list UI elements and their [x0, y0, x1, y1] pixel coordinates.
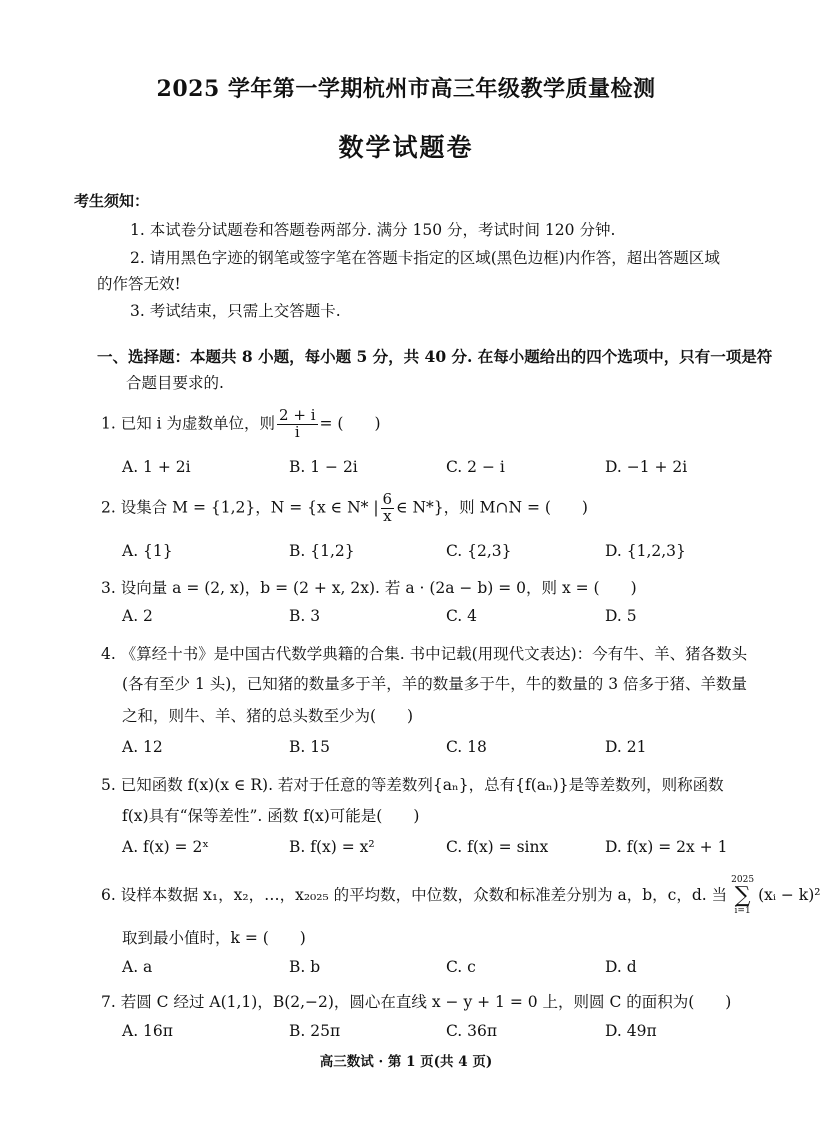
fraction-numerator: 2 + i	[279, 406, 316, 424]
question-text: 设集合 M = {1,2}，N = {x ∈ N* |	[120, 498, 379, 517]
fraction-numerator: 6	[382, 490, 393, 508]
q6-option-d: D. d	[605, 958, 637, 976]
question-text: 已知函数 f(x)(x ∈ R). 若对于任意的等差数列{aₙ}，总有{f(aₙ)}是等差数列，则称函数	[120, 776, 724, 794]
notice-item-3: 3. 考试结束，只需上交答题卡.	[130, 302, 341, 320]
fraction-denominator: i	[294, 422, 300, 441]
q2-option-a: A. {1}	[122, 542, 173, 560]
q4-option-c: C. 18	[446, 738, 487, 756]
question-1	[101, 408, 381, 441]
question-number: 4.	[101, 645, 116, 663]
q2-option-d: D. {1,2,3}	[605, 542, 686, 560]
q6-option-a: A. a	[122, 958, 153, 976]
q5-option-d: D. f(x) = 2x + 1	[605, 838, 728, 856]
question-6-line-2: 取到最小值时，k = ( )	[122, 929, 306, 947]
q5-option-c: C. f(x) = sinx	[446, 838, 549, 856]
question-6	[101, 876, 820, 916]
q1-option-d: D. −1 + 2i	[605, 458, 688, 476]
page-subtitle: 数学试题卷	[338, 133, 474, 162]
question-text: 《算经十书》是中国古代数学典籍的合集. 书中记载(用现代文表达)：今有牛、羊、猪各数头	[120, 645, 748, 663]
summation	[731, 876, 754, 916]
notice-item-2: 2. 请用黑色字迹的钢笔或签字笔在答题卡指定的区域(黑色边框)内作答，超出答题区域	[130, 249, 720, 267]
q4-option-d: D. 21	[605, 738, 647, 756]
notice-item-1: 1. 本试卷分试题卷和答题卷两部分. 满分 150 分，考试时间 120 分钟.	[130, 221, 616, 239]
fraction-denominator: x	[383, 506, 392, 525]
q3-option-d: D. 5	[605, 607, 637, 625]
q5-option-a: A. f(x) = 2ˣ	[122, 838, 209, 856]
q3-option-a: A. 2	[122, 607, 153, 625]
section-heading: 一、选择题：本题共 8 小题，每小题 5 分，共 40 分. 在每小题给出的四个选项中，只有一项是符	[97, 347, 773, 366]
question-7	[101, 990, 731, 1012]
q3-option-c: C. 4	[446, 607, 478, 625]
question-3	[101, 576, 637, 598]
q5-option-b: B. f(x) = x²	[289, 838, 375, 856]
question-text: 设向量 a = (2, x)，b = (2 + x, 2x). 若 a · (2a − b) = 0，则 x = ( )	[120, 579, 637, 597]
question-text: 设样本数据 x₁，x₂，…，x₂₀₂₅ 的平均数，中位数，众数和标准差分别为 a，b，c，d. 当	[120, 886, 728, 904]
page-footer: 高三数试 · 第 1 页(共 4 页)	[319, 1054, 493, 1070]
question-number: 2.	[101, 498, 116, 517]
question-2	[101, 492, 588, 525]
summation-lower: i=1	[734, 906, 751, 916]
question-number: 1.	[101, 414, 116, 433]
question-number: 5.	[101, 776, 116, 794]
q2-option-b: B. {1,2}	[289, 542, 355, 560]
sigma-icon: ∑	[734, 883, 751, 908]
fraction	[381, 492, 395, 525]
question-4-line-2: (各有至少 1 头)，已知猪的数量多于羊，羊的数量多于牛，牛的数量的 3 倍多于猪、羊数量	[122, 675, 748, 693]
q4-option-b: B. 15	[289, 738, 330, 756]
q3-option-b: B. 3	[289, 607, 321, 625]
q1-option-c: C. 2 − i	[446, 458, 505, 476]
section-heading-cont: 合题目要求的.	[126, 374, 224, 392]
question-number: 7.	[101, 993, 116, 1011]
summation-upper: 2025	[731, 875, 755, 885]
q4-option-a: A. 12	[122, 738, 163, 756]
question-text: 已知 i 为虚数单位，则	[120, 414, 276, 433]
question-text-end: = ( )	[319, 414, 381, 433]
q7-option-b: B. 25π	[289, 1022, 341, 1040]
q7-option-a: A. 16π	[122, 1022, 173, 1040]
page-title: 2025 学年第一学期杭州市高三年级教学质量检测	[156, 76, 656, 102]
fraction	[277, 408, 317, 441]
q1-option-a: A. 1 + 2i	[122, 458, 191, 476]
question-4-line-3: 之和，则牛、羊、猪的总头数至少为( )	[122, 707, 414, 725]
question-5-line-2: f(x)具有“保等差性”. 函数 f(x)可能是( )	[122, 807, 420, 825]
notice-heading: 考生须知：	[74, 192, 150, 210]
summation-body: (xᵢ − k)²	[758, 886, 820, 904]
q2-option-c: C. {2,3}	[446, 542, 512, 560]
q6-option-c: C. c	[446, 958, 476, 976]
question-text: 若圆 C 经过 A(1,1)，B(2,−2)，圆心在直线 x − y + 1 = 0 上，则圆 C 的面积为( )	[120, 993, 732, 1011]
question-text-end: ∈ N*}，则 M∩N = ( )	[396, 498, 588, 517]
q6-option-b: B. b	[289, 958, 321, 976]
question-number: 6.	[101, 886, 116, 904]
q1-option-b: B. 1 − 2i	[289, 458, 358, 476]
question-number: 3.	[101, 579, 116, 597]
question-4	[101, 642, 747, 664]
q7-option-c: C. 36π	[446, 1022, 498, 1040]
question-5	[101, 773, 724, 795]
q7-option-d: D. 49π	[605, 1022, 657, 1040]
notice-item-2-cont: 的作答无效!	[97, 275, 181, 293]
